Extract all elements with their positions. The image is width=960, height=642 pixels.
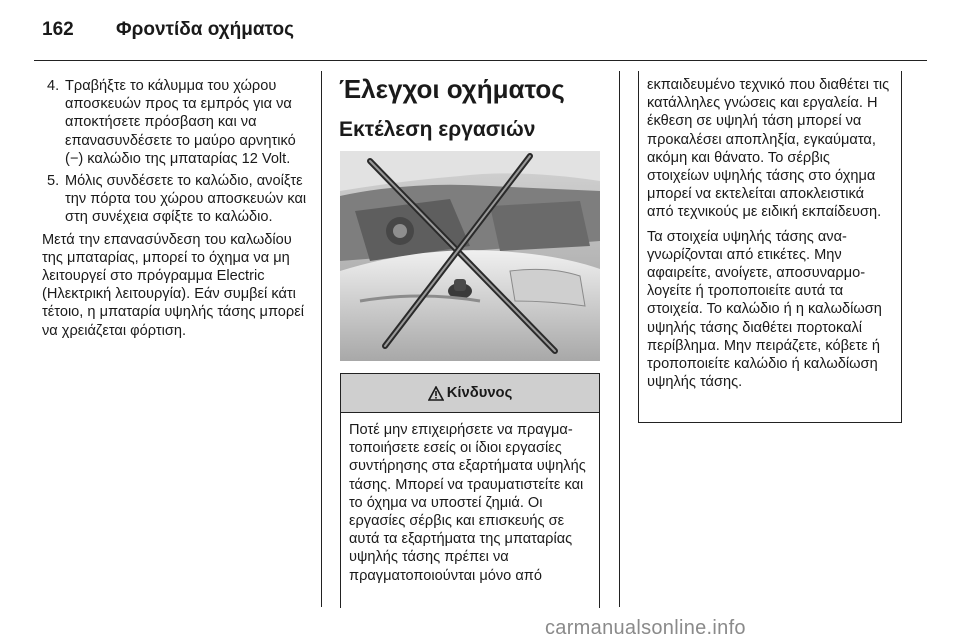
- engine-bay-photo: [340, 151, 600, 361]
- step-number: 4.: [47, 78, 60, 94]
- section-title: Φροντίδα οχήματος: [116, 19, 294, 40]
- warning-triangle-icon: [428, 386, 444, 401]
- page-header: [0, 0, 960, 62]
- watermark: carmanualsonline.info: [545, 617, 746, 639]
- subheading-performing-work: Εκτέλεση εργασιών: [339, 118, 536, 141]
- step-number: 5.: [47, 173, 60, 190]
- heading-vehicle-checks: Έλεγχοι οχήματος: [339, 74, 565, 104]
- column-1: [42, 77, 310, 340]
- column-divider-1: [321, 71, 322, 607]
- step-item: [42, 172, 310, 227]
- continuation-paragraph-2: Τα στοιχεία υψηλής τάσης αναγνωρίζονται από ετικέτες. Μην αφαιρείτε, ανοίγετε, αποσυναρμολογείτε ή τροποποιείτε αυτά τα στοιχεία. Το καλώδιο ή η καλωδίωση υψηλής τάσης διαθέτει πορτοκαλί περίβλημα. Μην πειράζετε, κόβετε ή τροποποιείτε καλώδιο ή καλωδίωση υψηλής τάσης.: [647, 228, 882, 391]
- header-divider: [34, 60, 927, 61]
- warning-continuation-box: [638, 71, 902, 423]
- warning-header: [341, 374, 599, 413]
- body-paragraph: Μετά την επανασύνδεση του καλωδίου της μπαταρίας, μπορεί το όχημα να μη λειτουργεί στο πρόγραμμα Electric (Ηλεκτρική λειτουργία). Εάν συμβεί κάτι τέτοιο, η μπαταρία υψηλής τάσης μπορεί να χρειάζεται φόρτιση.: [42, 231, 304, 339]
- page-number: 162: [42, 19, 74, 40]
- step-text: Μόλις συνδέσετε το καλώδιο, ανοίξτε την πόρτα του χώρου αποσκευών και στη συνέχεια σφίξτε το καλώδιο.: [65, 173, 307, 226]
- column-divider-2: [619, 71, 620, 607]
- danger-warning-box: [340, 373, 600, 608]
- step-text: Τραβήξτε το κάλυμμα του χώρου αποσκευών προς τα εμπρός για να αποκτήσετε πρόσβαση και να επανασυνδέσετε το μαύρο αρνητικό (−) καλώδιο της μπαταρίας 12 Volt.: [65, 78, 296, 167]
- continuation-paragraph-1: εκπαιδευμένο τεχνικό που διαθέτει τις κατάλληλες γνώσεις και εργαλεία. Η έκθεση σε υψηλή τάση μπορεί να προκαλέσει αποπληξία, εγκαύματα, ακόμη και θάνατο. Το σέρβις στοιχείων υψηλής τάσης στο όχημα μπορεί να εκτελείται αποκλειστικά από τεχνικούς με ειδική εκπαίδευση.: [647, 77, 890, 221]
- warning-text: Ποτέ μην επιχειρήσετε να πραγματοποιήσετε εσείς οι ίδιοι εργασίες συντήρησης στα εξαρτήματα υψηλής τάσης. Μπορεί να τραυματιστείτε και το όχημα να υποστεί ζημιά. Οι εργασίες σέρβις και επισκευής σε αυτά τα εξαρτήματα της μπαταρίας υψηλής τάσης πρέπει να πραγματοποιούνται μόνο από: [349, 422, 586, 584]
- step-item: [42, 77, 310, 168]
- warning-title: Κίνδυνος: [446, 385, 513, 401]
